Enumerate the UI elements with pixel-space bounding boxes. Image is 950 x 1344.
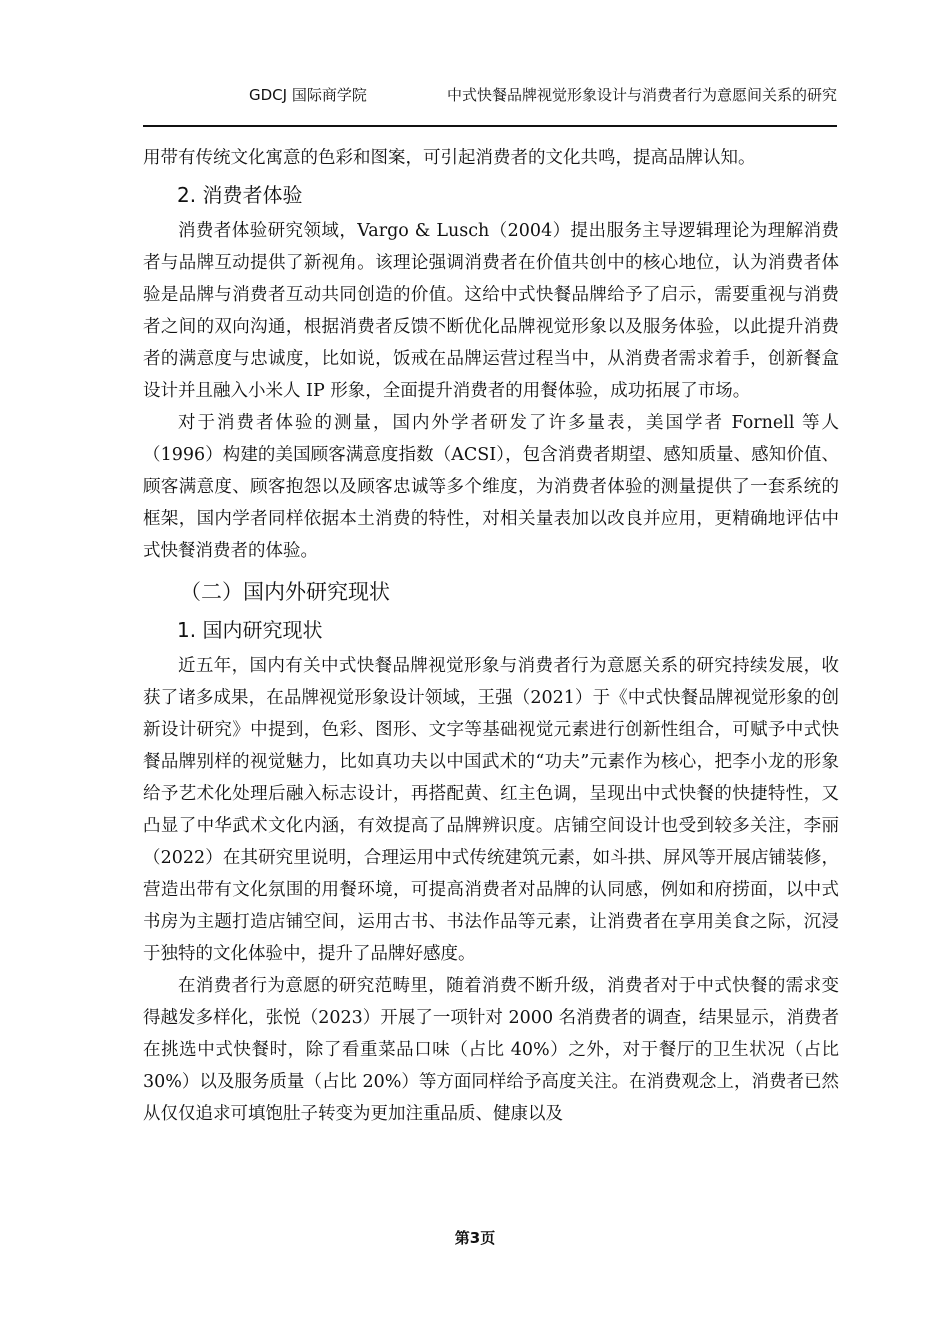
page-body <box>143 142 839 1130</box>
header-paper-title: 中式快餐品牌视觉形象设计与消费者行为意愿间关系的研究 <box>446 86 837 104</box>
paragraph-continuation: 用带有传统文化寓意的色彩和图案，可引起消费者的文化共鸣，提高品牌认知。 <box>143 148 756 168</box>
paragraph-experience-measurement: 对于消费者体验的测量，国内外学者研发了许多量表，美国学者 Fornell 等人（1996）构建的美国顾客满意度指数（ACSI），包含消费者期望、感知质量、感知价值、顾客满意度、顾客抱怨以及顾客忠诚等多个维度，为消费者体验的测量提供了一套系统的框架，国内学者同样依据本土消费的特性，对相关量表加以改良并应用，更精确地评估中式快餐消费者的体验。 <box>143 413 839 561</box>
page-number: 第3页 <box>454 1229 496 1247</box>
header-school-name: GDCJ 国际商学院 <box>249 86 367 104</box>
paragraph-domestic-visual-design: 近五年，国内有关中式快餐品牌视觉形象与消费者行为意愿关系的研究持续发展，收获了诸多成果，在品牌视觉形象设计领域，王强（2021）于《中式快餐品牌视觉形象的创新设计研究》中提到，色彩、图形、文字等基础视觉元素进行创新性组合，可赋予中式快餐品牌别样的视觉魅力，比如真功夫以中国武术的“功夫”元素作为核心，把李小龙的形象给予艺术化处理后融入标志设计，再搭配黄、红主色调，呈现出中式快餐的快捷特性，又凸显了中华武术文化内涵，有效提高了品牌辨识度。店铺空间设计也受到较多关注，李丽（2022）在其研究里说明，合理运用中式传统建筑元素，如斗拱、屏风等开展店铺装修，营造出带有文化氛围的用餐环境，可提高消费者对品牌的认同感，例如和府捞面，以中式书房为主题打造店铺空间，运用古书、书法作品等元素，让消费者在享用美食之际，沉浸于独特的文化体验中，提升了品牌好感度。 <box>143 656 839 964</box>
page-header <box>143 84 837 106</box>
paragraph-experience-theory: 消费者体验研究领域，Vargo & Lusch（2004）提出服务主导逻辑理论为理解消费者与品牌互动提供了新视角。该理论强调消费者在价值共创中的核心地位，认为消费者体验是品牌与消费者互动共同创造的价值。这给中式快餐品牌给予了启示，需要重视与消费者之间的双向沟通，根据消费者反馈不断优化品牌视觉形象以及服务体验，以此提升消费者的满意度与忠诚度，比如说，饭戒在品牌运营过程当中，从消费者需求着手，创新餐盒设计并且融入小米人 IP 形象，全面提升消费者的用餐体验，成功拓展了市场。 <box>143 221 839 401</box>
section-heading-research-status: （二）国内外研究现状 <box>180 580 390 604</box>
header-divider <box>143 125 837 127</box>
section-heading-domestic-research: 1. 国内研究现状 <box>177 618 323 642</box>
section-heading-consumer-experience: 2. 消费者体验 <box>177 183 303 207</box>
paragraph-domestic-consumer-behavior: 在消费者行为意愿的研究范畴里，随着消费不断升级，消费者对于中式快餐的需求变得越发多样化，张悦（2023）开展了一项针对 2000 名消费者的调查，结果显示，消费者在挑选中式快餐时，除了看重菜品口味（占比 40%）之外，对于餐厅的卫生状况（占比 30%）以及服务质量（占比 20%）等方面同样给予高度关注。在消费观念上，消费者已然从仅仅追求可填饱肚子转变为更加注重品质、健康以及 <box>143 976 839 1124</box>
